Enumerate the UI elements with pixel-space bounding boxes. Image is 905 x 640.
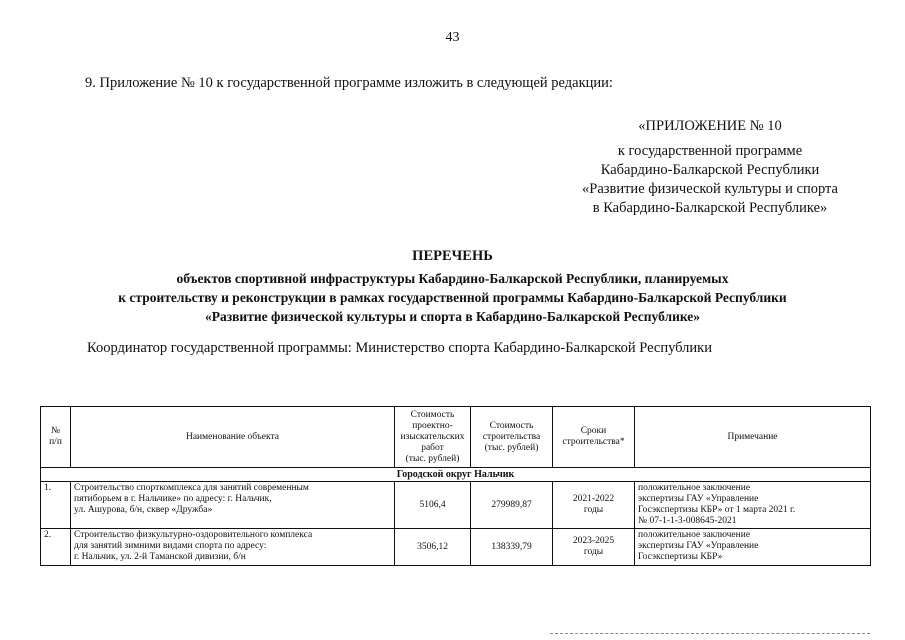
- row-object-name: [71, 482, 395, 529]
- header-name: Наименование объекта: [71, 407, 395, 468]
- appendix-line-1: «ПРИЛОЖЕНИЕ № 10: [638, 118, 782, 134]
- row-note: [635, 529, 871, 566]
- header-terms-a: Сроки: [580, 426, 607, 436]
- header-terms-b: строительства*: [562, 437, 625, 447]
- row-note-line: экспертизы ГАУ «Управление: [638, 541, 759, 551]
- appendix-line-4: «Развитие физической культуры и спорта: [582, 181, 838, 197]
- header-terms: [553, 407, 635, 468]
- item-9-text: 9. Приложение № 10 к государственной программе изложить в следующей редакции:: [85, 75, 613, 91]
- row-name-line: для занятий зимними видами спорта по адресу:: [74, 541, 267, 551]
- row-terms-years: 2023-2025: [572, 536, 615, 546]
- row-name-line: г. Нальчик, ул. 2-й Таманской дивизии, б/н: [74, 552, 246, 562]
- row-note-line: экспертизы ГАУ «Управление: [638, 494, 759, 504]
- subtitle-line-3: «Развитие физической культуры и спорта в Кабардино-Балкарской Республике»: [204, 309, 701, 324]
- header-build-a: Стоимость: [489, 420, 534, 431]
- header-design-d: работ: [421, 442, 444, 453]
- row-build-cost: 279989,87: [471, 482, 553, 529]
- page-number: 43: [445, 30, 460, 45]
- appendix-header: [560, 117, 860, 218]
- table-row: [41, 529, 871, 566]
- table-header-row: [41, 407, 871, 468]
- row-design-cost: 5106,4: [395, 482, 471, 529]
- appendix-line-2: к государственной программе: [617, 143, 803, 159]
- header-design-cost: [395, 407, 471, 468]
- objects-table: [40, 406, 871, 566]
- row-name-line: пятиборьем в г. Нальчике» по адресу: г. Нальчик,: [74, 494, 272, 504]
- header-design-b: проектно-: [412, 420, 453, 431]
- header-number-b: п/п: [49, 437, 62, 447]
- group-city-nalchik: Городской округ Нальчик: [41, 468, 871, 482]
- header-build-cost: [471, 407, 553, 468]
- row-note-line: положительное заключение: [638, 483, 751, 493]
- row-name-line: ул. Ашурова, б/н, сквер «Дружба»: [74, 505, 213, 515]
- coordinator-text: Координатор государственной программы: Министерство спорта Кабардино-Балкарской Республики: [87, 340, 712, 356]
- row-build-cost: 138339,79: [471, 529, 553, 566]
- table-row: [41, 482, 871, 529]
- subtitle-line-2: к строительству и реконструкции в рамках государственной программы Кабардино-Балкарской Республики: [118, 290, 787, 305]
- row-object-name: [71, 529, 395, 566]
- row-note-line: положительное заключение: [638, 530, 751, 540]
- appendix-line-3: Кабардино-Балкарской Республики: [600, 162, 820, 178]
- row-number: 2.: [41, 529, 71, 566]
- header-design-e: (тыс. рублей): [405, 453, 460, 464]
- row-number: 1.: [41, 482, 71, 529]
- header-design-a: Стоимость: [410, 409, 455, 420]
- header-number: [41, 407, 71, 468]
- row-name-line: Строительство спорткомплекса для занятий современным: [74, 483, 309, 493]
- header-build-b: строительства: [482, 431, 541, 442]
- row-terms: [553, 529, 635, 566]
- appendix-line-5: в Кабардино-Балкарской Республике»: [592, 200, 828, 216]
- row-terms: [553, 482, 635, 529]
- row-note-line: № 07-1-1-3-008645-2021: [638, 516, 737, 526]
- table-group-row: [41, 468, 871, 482]
- row-name-line: Строительство физкультурно-оздоровительного комплекса: [74, 530, 313, 540]
- header-number-a: №: [50, 426, 61, 436]
- row-design-cost: 3506,12: [395, 529, 471, 566]
- row-terms-unit: годы: [583, 505, 604, 515]
- document-title: ПЕРЕЧЕНЬ: [412, 248, 493, 264]
- row-note-line: Госэкспертизы КБР» от 1 марта 2021 г.: [638, 505, 796, 515]
- document-subtitle: [0, 269, 905, 326]
- row-terms-years: 2021-2022: [572, 494, 615, 504]
- row-note: [635, 482, 871, 529]
- page-bottom-artifact: [550, 633, 870, 636]
- subtitle-line-1: объектов спортивной инфраструктуры Кабардино-Балкарской Республики, планируемых: [176, 271, 729, 286]
- header-note: Примечание: [635, 407, 871, 468]
- header-design-c: изыскательских: [400, 431, 465, 442]
- row-note-line: Госэкспертизы КБР»: [638, 552, 723, 562]
- row-terms-unit: годы: [583, 547, 604, 557]
- header-build-c: (тыс. рублей): [484, 442, 539, 453]
